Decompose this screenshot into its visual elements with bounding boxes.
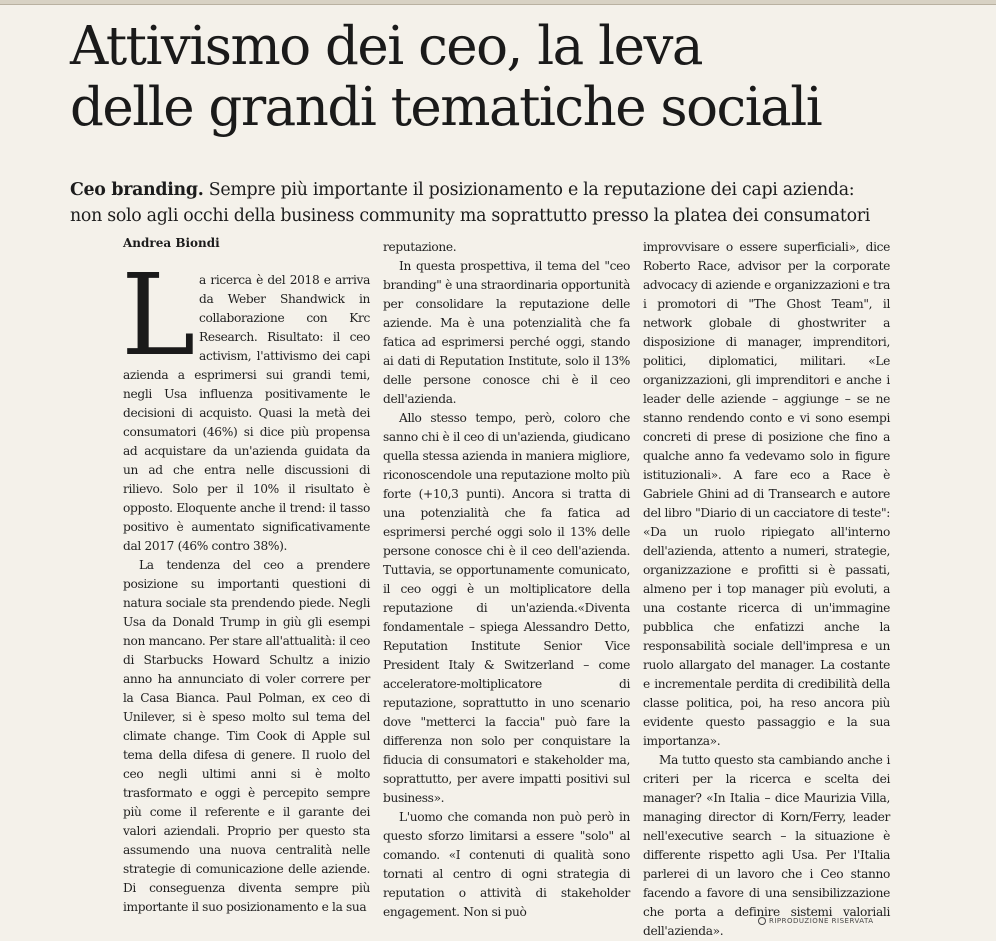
paragraph: In questa prospettiva, il tema del "ceo branding" è una straordinaria opportunità per consolidare la reputazione delle aziende. Ma è una potenzialità che fa fatica ad esprimersi perché oggi, stando ai dati di Reputation Institute, solo il 13% delle persone conosce chi è il ceo dell'azienda.: [383, 259, 630, 406]
subtitle-line-1: Sempre più importante il posizionamento e la reputazione dei capi azienda:: [203, 180, 855, 200]
copyright-icon: [758, 917, 766, 925]
article-title: [70, 16, 821, 138]
paragraph: reputazione.: [383, 240, 457, 254]
byline: Andrea Biondi: [123, 236, 220, 250]
paragraph-text: a ricerca è del 2018 e arriva da Weber Shandwick in collaborazione con Krc Research. Risultato: il ceo activism, l'attivismo dei capi azienda a esprimersi sui grandi temi, negli Usa influenza positivamente le decisioni di acquisto. Quasi la metà dei consumatori (46%) si dice più propensa ad acquistare da un'azienda guidata da un ad che entra nelle discussioni di rilievo. Solo per il 10% il risultato è opposto. Eloquente anche il trend: il tasso positivo è aumentato significativamente dal 2017 (46% contro 38%).: [123, 273, 370, 553]
paragraph: improvvisare o essere superficiali», dice Roberto Race, advisor per la corporate advocacy di aziende e organizzazioni e tra i promotori di "The Ghost Team", il network globale di ghostwriter a disposizione di manager, imprenditori, politici, diplomatici, militari. «Le organizzazioni, gli imprenditori e anche i leader delle aziende – aggiunge – se ne stanno rendendo conto e vi sono esempi concreti di prese di posizione che fino a qualche anno fa vedevamo solo in figure istituzionali». A fare eco a Race è Gabriele Ghini ad di Transearch e autore del libro "Diario di un cacciatore di teste": «Da un ruolo ripiegato all'interno dell'azienda, attento a numeri, strategie, organizzazione e profitti si è passati, almeno per i top manager più evoluti, a una costante ricerca di un'immagine pubblica che enfatizzi anche la responsabilità sociale dell'impresa e un ruolo allargato del manager. La costante e incrementale perdita di credibilità della classe politica, poi, ha reso ancora più evidente questo passaggio e la sua importanza».: [643, 240, 890, 748]
subtitle-lead: Ceo branding.: [70, 180, 204, 200]
drop-cap: L: [121, 251, 196, 381]
top-rule: [0, 0, 996, 5]
title-line-2: delle grandi tematiche sociali: [70, 77, 822, 138]
copyright-text: RIPRODUZIONE RISERVATA: [769, 917, 874, 925]
copyright-notice: [758, 917, 874, 925]
column-2: [383, 238, 630, 922]
paragraph: La tendenza del ceo a prendere posizione su importanti questioni di natura sociale sta prendendo piede. Negli Usa da Donald Trump in giù gli esempi non mancano. Per stare all'attualità: il ceo di Starbucks Howard Schultz a inizio anno ha annunciato di voler correre per la Casa Bianca. Paul Polman, ex ceo di Unilever, si è speso molto sul tema del climate change. Tim Cook di Apple sul tema della difesa di genere. Il ruolo del ceo negli ultimi anni si è molto trasformato e oggi è percepito sempre più come il referente e il garante dei valori aziendali. Proprio per questo sta assumendo una nuova centralità nelle strategie di comunicazione delle aziende. Di conseguenza diventa sempre più importante il suo posizionamento e la sua: [123, 558, 370, 914]
title-line-1: Attivismo dei ceo, la leva: [70, 16, 702, 77]
article-subtitle: [70, 177, 980, 229]
paragraph: Allo stesso tempo, però, coloro che sanno chi è il ceo di un'azienda, giudicano quella stessa azienda in maniera migliore, riconoscendole una reputazione molto più forte (+10,3 punti). Ancora si tratta di una potenzialità che fa fatica ad esprimersi perché oggi solo il 13% delle persone conosce chi è il ceo dell'azienda. Tuttavia, se opportunamente comunicato, il ceo oggi è un moltiplicatore della reputazione di un'azienda.«Diventa fondamentale – spiega Alessandro Detto, Reputation Institute Senior Vice President Italy & Switzerland – come acceleratore-moltiplicatore di reputazione, soprattutto in uno scenario dove "metterci la faccia" può fare la differenza non solo per conquistare la fiducia di consumatori e stakeholder ma, soprattutto, per avere impatti positivi sul business».: [383, 411, 630, 805]
paragraph: L'uomo che comanda non può però in questo sforzo limitarsi a essere "solo" al comando. «I contenuti di qualità sono tornati al centro di ogni strategia di reputation o attività di stakeholder engagement. Non si può: [383, 810, 630, 919]
paragraph: Ma tutto questo sta cambiando anche i criteri per la ricerca e scelta dei manager? «In Italia – dice Maurizia Villa, managing director di Korn/Ferry, leader nell'executive search – la situazione è differente rispetto agli Usa. Per l'Italia parlerei di un lavoro che i Ceo stanno facendo a favore di una sensibilizzazione che porta a definire sistemi valoriali dell'azienda».: [643, 753, 890, 938]
paragraph: [121, 251, 370, 556]
subtitle-line-2: non solo agli occhi della business community ma soprattutto presso la platea dei consumatori: [70, 206, 871, 226]
column-1: [121, 251, 370, 917]
column-3: [643, 238, 890, 941]
